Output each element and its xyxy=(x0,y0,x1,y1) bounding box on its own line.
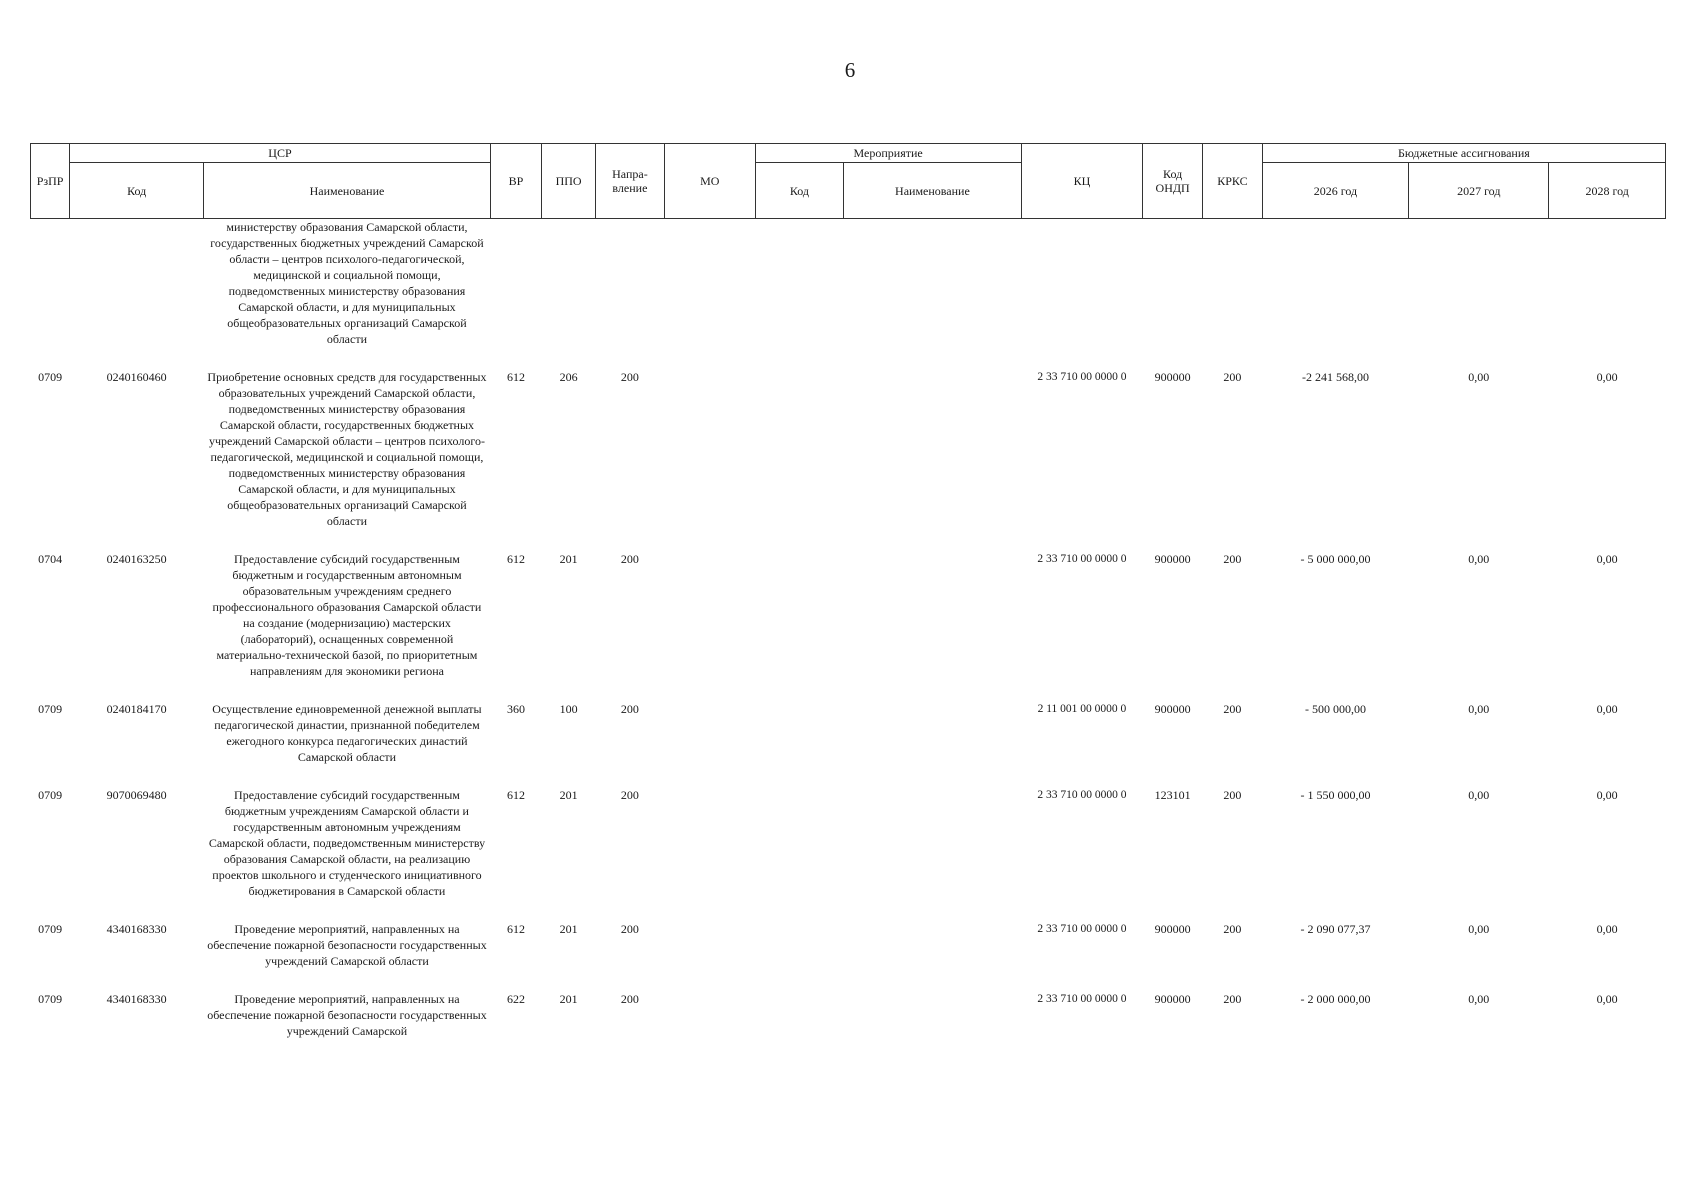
row-ppo: 201 xyxy=(559,552,578,567)
row-vr: 612 xyxy=(507,788,526,803)
row-name: министерству образования Самарской области, государственных бюджетных учреждений Самарской области – центров психолого-педагогической, медицинской и социальной помощи, подведомственных министерству образования Самарской области, и для муниципальных общеобразовательных организаций Самарской области xyxy=(210,220,484,347)
header-2028: 2028 год xyxy=(1549,163,1666,219)
header-event-name: Наименование xyxy=(844,163,1021,219)
row-ppo: 201 xyxy=(559,992,578,1007)
row-ppo: 100 xyxy=(559,702,578,717)
row-2026: - 500 000,00 xyxy=(1304,702,1366,717)
row-direction: 200 xyxy=(620,702,639,717)
row-direction: 200 xyxy=(620,370,639,385)
row-event-code xyxy=(755,787,844,899)
header-rzpr: РзПР xyxy=(31,144,70,219)
row-event-code xyxy=(755,369,844,529)
row-ppo: 201 xyxy=(559,788,578,803)
row-name: Предоставление субсидий государственным бюджетным учреждениям Самарской области и государственным автономным учреждениям Самарской области, подведомственным министерству образования Самарской области, на реализацию проектов школьного и студенческого инициативного бюджетирования в Самарской области xyxy=(208,788,486,899)
row-vr: 612 xyxy=(507,552,526,567)
row-kc: 2 11 001 00 0000 0 xyxy=(1037,703,1127,716)
table-body xyxy=(31,219,1666,1040)
header-direction: Напра-вление xyxy=(595,144,664,219)
row-vr: 612 xyxy=(507,922,526,937)
row-krks: 200 xyxy=(1223,552,1242,567)
row-2026: - 2 090 077,37 xyxy=(1300,922,1371,937)
row-code: 0240163250 xyxy=(106,552,167,567)
row-2028: 0,00 xyxy=(1596,702,1618,717)
row-2028: 0,00 xyxy=(1596,922,1618,937)
table-row xyxy=(31,787,1666,899)
row-direction: 200 xyxy=(620,922,639,937)
row-ondp: 900000 xyxy=(1154,922,1191,937)
row-direction: 200 xyxy=(620,992,639,1007)
row-rzpr: 0704 xyxy=(38,552,63,567)
header-event-code: Код xyxy=(755,163,844,219)
row-rzpr: 0709 xyxy=(38,922,63,937)
row-kc: 2 33 710 00 0000 0 xyxy=(1037,371,1127,384)
row-rzpr: 0709 xyxy=(38,992,63,1007)
row-ppo: 201 xyxy=(559,922,578,937)
table-row xyxy=(31,701,1666,765)
row-event-code xyxy=(755,991,844,1039)
row-event-name xyxy=(844,921,1021,969)
row-mo xyxy=(664,551,755,679)
table-row-continuation xyxy=(31,219,1666,348)
row-event-name xyxy=(844,551,1021,679)
row-ondp: 900000 xyxy=(1154,552,1191,567)
row-2027: 0,00 xyxy=(1468,992,1490,1007)
row-code: 0240160460 xyxy=(106,370,167,385)
budget-table xyxy=(30,143,1666,1039)
page-number: 6 xyxy=(844,58,856,82)
row-2028: 0,00 xyxy=(1596,788,1618,803)
row-event-code xyxy=(755,701,844,765)
header-ppo: ППО xyxy=(542,144,596,219)
header-2026: 2026 год xyxy=(1262,163,1408,219)
row-2026: - 2 000 000,00 xyxy=(1300,992,1371,1007)
row-event-name xyxy=(844,369,1021,529)
row-2027: 0,00 xyxy=(1468,702,1490,717)
row-mo xyxy=(664,921,755,969)
row-2028: 0,00 xyxy=(1596,370,1618,385)
header-csr: ЦСР xyxy=(70,144,491,163)
row-rzpr: 0709 xyxy=(38,702,63,717)
row-direction: 200 xyxy=(620,788,639,803)
row-name: Проведение мероприятий, направленных на обеспечение пожарной безопасности государственных учреждений Самарской области xyxy=(207,922,487,969)
row-2027: 0,00 xyxy=(1468,788,1490,803)
row-ondp: 900000 xyxy=(1154,370,1191,385)
row-event-code xyxy=(755,921,844,969)
row-krks: 200 xyxy=(1223,992,1242,1007)
row-name: Приобретение основных средств для государственных образовательных учреждений Самарской области, подведомственных министерству образования Самарской области, государственных бюджетных учреждений Самарской области – центров психолого-педагогической, медицинской и социальной помощи, подведомственных министерству образования Самарской области, и для муниципальных общеобразовательных организаций Самарской области xyxy=(207,370,487,529)
row-event-name xyxy=(844,991,1021,1039)
row-direction: 200 xyxy=(620,552,639,567)
row-kc: 2 33 710 00 0000 0 xyxy=(1037,789,1127,802)
header-budget: Бюджетные ассигнования xyxy=(1262,144,1665,163)
row-kc: 2 33 710 00 0000 0 xyxy=(1037,923,1127,936)
row-mo xyxy=(664,991,755,1039)
header-vr: ВР xyxy=(490,144,542,219)
row-ondp: 900000 xyxy=(1154,992,1191,1007)
header-event: Мероприятие xyxy=(755,144,1021,163)
table-row xyxy=(31,551,1666,679)
header-krks: КРКС xyxy=(1203,144,1263,219)
row-kc: 2 33 710 00 0000 0 xyxy=(1037,993,1127,1006)
header-2027: 2027 год xyxy=(1409,163,1549,219)
table-row xyxy=(31,921,1666,969)
row-code: 4340168330 xyxy=(106,922,167,937)
row-2027: 0,00 xyxy=(1468,552,1490,567)
row-2028: 0,00 xyxy=(1596,992,1618,1007)
row-2027: 0,00 xyxy=(1468,370,1490,385)
row-2026: - 5 000 000,00 xyxy=(1300,552,1371,567)
row-name: Проведение мероприятий, направленных на обеспечение пожарной безопасности государственных учреждений Самарской xyxy=(207,992,487,1039)
row-mo xyxy=(664,701,755,765)
row-vr: 612 xyxy=(507,370,526,385)
header-ondp: Код ОНДП xyxy=(1143,144,1203,219)
row-event-name xyxy=(844,787,1021,899)
row-krks: 200 xyxy=(1223,922,1242,937)
row-ondp: 900000 xyxy=(1154,702,1191,717)
header-mo: МО xyxy=(664,144,755,219)
row-2028: 0,00 xyxy=(1596,552,1618,567)
row-vr: 622 xyxy=(507,992,526,1007)
row-code: 9070069480 xyxy=(106,788,167,803)
row-rzpr: 0709 xyxy=(38,788,63,803)
row-rzpr: 0709 xyxy=(38,370,63,385)
row-mo xyxy=(664,787,755,899)
row-krks: 200 xyxy=(1223,788,1242,803)
row-ondp: 123101 xyxy=(1154,788,1191,803)
row-name: Предоставление субсидий государственным бюджетным и государственным автономным образовательным учреждениям среднего профессионального образования Самарской области на создание (модернизацию) мастерских (лабораторий), оснащенных современной материально-технической базой, по приоритетным направлениям для экономики региона xyxy=(212,552,482,679)
table-header xyxy=(31,144,1666,219)
row-name: Осуществление единовременной денежной выплаты педагогической династии, признанной победителем ежегодного конкурса педагогических династий Самарской области xyxy=(212,702,482,765)
row-event-name xyxy=(844,701,1021,765)
table-row xyxy=(31,991,1666,1039)
row-krks: 200 xyxy=(1223,370,1242,385)
row-2026: -2 241 568,00 xyxy=(1301,370,1369,385)
header-csr-code: Код xyxy=(70,163,204,219)
row-krks: 200 xyxy=(1223,702,1242,717)
row-vr: 360 xyxy=(507,702,526,717)
row-ppo: 206 xyxy=(559,370,578,385)
row-kc: 2 33 710 00 0000 0 xyxy=(1037,553,1127,566)
row-2026: - 1 550 000,00 xyxy=(1300,788,1371,803)
row-code: 4340168330 xyxy=(106,992,167,1007)
table-row xyxy=(31,369,1666,529)
row-mo xyxy=(664,369,755,529)
row-code: 0240184170 xyxy=(106,702,167,717)
header-csr-name: Наименование xyxy=(204,163,491,219)
header-kc: КЦ xyxy=(1021,144,1143,219)
row-event-code xyxy=(755,551,844,679)
row-2027: 0,00 xyxy=(1468,922,1490,937)
